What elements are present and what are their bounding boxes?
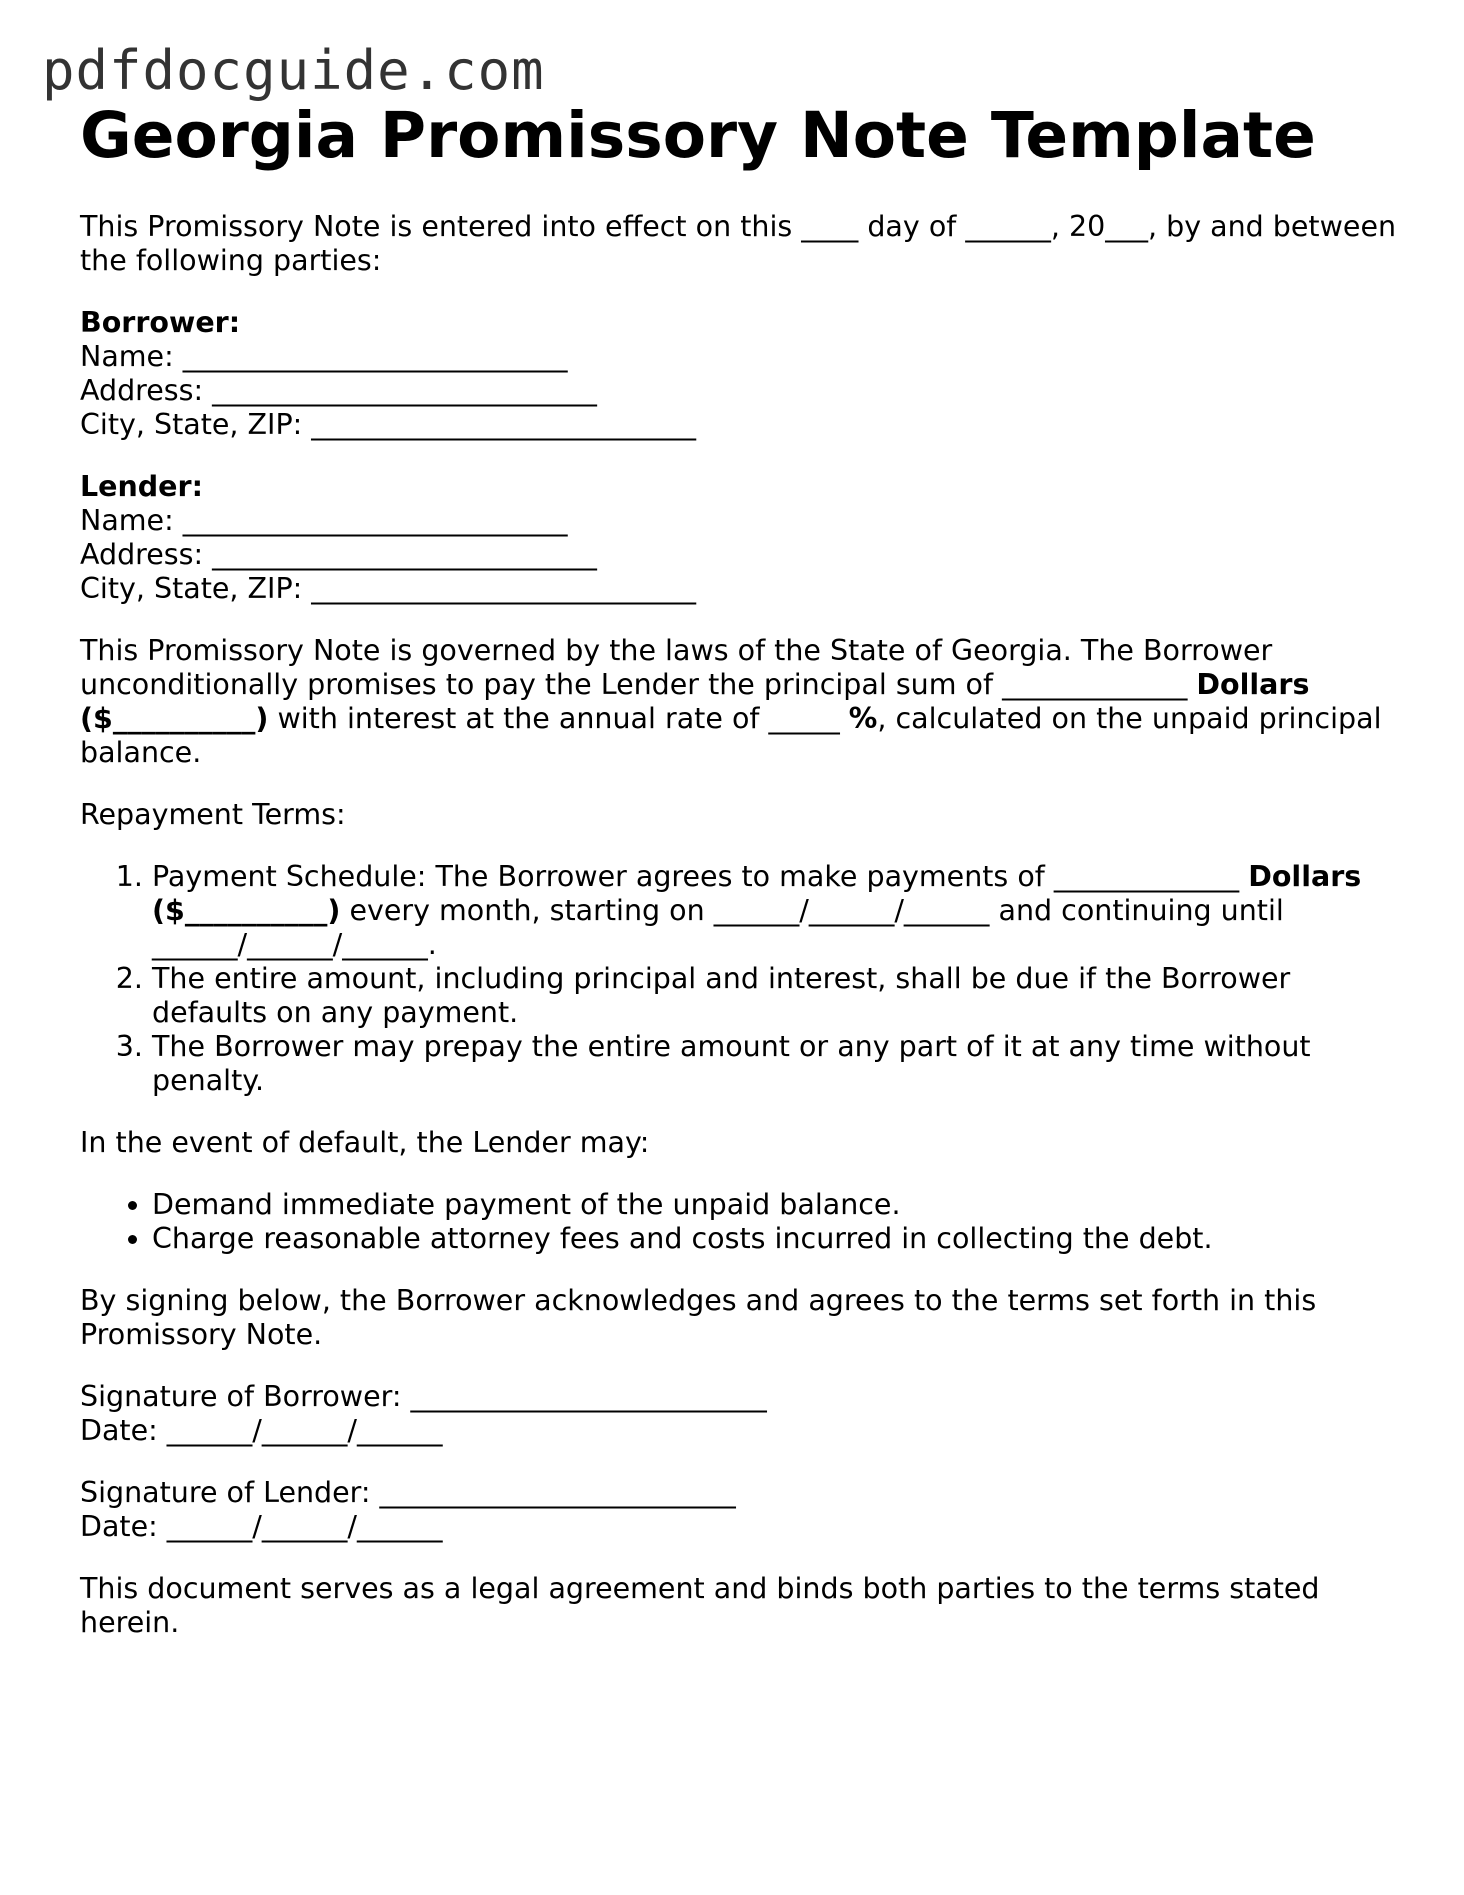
borrower-section — [80, 306, 1400, 442]
borrower-signature-block — [80, 1380, 1400, 1448]
watermark: pdfdocguide.com — [42, 39, 545, 102]
lender-date-line: Date: ______/______/______ — [80, 1510, 443, 1543]
repayment-item-2: 2. The entire amount, including principal and interest, shall be due if the Borrower defaults on any payment. — [152, 962, 1400, 1030]
page-title: Georgia Promissory Note Template — [80, 99, 1316, 172]
borrower-city-line: City, State, ZIP: ___________________________ — [80, 408, 697, 441]
lender-city-line: City, State, ZIP: ___________________________ — [80, 572, 697, 605]
default-item: • Demand immediate payment of the unpaid balance. — [152, 1188, 1400, 1222]
closing-paragraph: This document serves as a legal agreement and binds both parties to the terms stated herein. — [80, 1572, 1320, 1639]
governing-law-paragraph — [80, 634, 1400, 770]
governing-text-2: with interest at the annual rate of _____ — [268, 702, 849, 735]
lender-heading: Lender: — [80, 470, 203, 503]
lender-name-line: Name: ___________________________ — [80, 504, 568, 537]
borrower-name-line: Name: ___________________________ — [80, 340, 568, 373]
repayment-item-1-text-2: every month, starting on ______/______/______ and continuing until ______/______/______. — [152, 894, 1284, 961]
repayment-item-3: 3. The Borrower may prepay the entire amount or any part of it at any time without penalty. — [152, 1030, 1400, 1098]
borrower-address-line: Address: ___________________________ — [80, 374, 597, 407]
governing-text-1: This Promissory Note is governed by the laws of the State of Georgia. The Borrower unconditionally promises to pay the Lender the principal sum of _____________ — [80, 634, 1273, 701]
payment-dollars: Dollars ($__________) — [152, 860, 1362, 927]
document-body — [80, 210, 1400, 1640]
lender-address-line: Address: ___________________________ — [80, 538, 597, 571]
lender-signature-block — [80, 1476, 1400, 1544]
principal-dollars: Dollars ($__________) — [80, 668, 1310, 735]
borrower-heading: Borrower: — [80, 306, 241, 339]
lender-signature-line: Signature of Lender: _________________________ — [80, 1476, 736, 1509]
default-list — [80, 1188, 1400, 1256]
repayment-item-1-text-1: Payment Schedule: The Borrower agrees to make payments of _____________ — [152, 860, 1249, 893]
default-heading: In the event of default, the Lender may: — [80, 1126, 650, 1159]
acknowledge-paragraph: By signing below, the Borrower acknowledges and agrees to the terms set forth in this Promissory Note. — [80, 1284, 1317, 1351]
lender-section — [80, 470, 1400, 606]
interest-percent: % — [848, 702, 878, 735]
borrower-date-line: Date: ______/______/______ — [80, 1414, 443, 1447]
intro-paragraph: This Promissory Note is entered into effect on this ____ day of ______, 20___, by and between the following parties: — [80, 210, 1397, 277]
repayment-list — [80, 860, 1400, 1098]
governing-text-3: , calculated on the unpaid principal balance. — [80, 702, 1382, 769]
repayment-item-1 — [152, 860, 1400, 962]
repayment-heading: Repayment Terms: — [80, 798, 346, 831]
borrower-signature-line: Signature of Borrower: _________________________ — [80, 1380, 767, 1413]
default-item: • Charge reasonable attorney fees and costs incurred in collecting the debt. — [152, 1222, 1400, 1256]
